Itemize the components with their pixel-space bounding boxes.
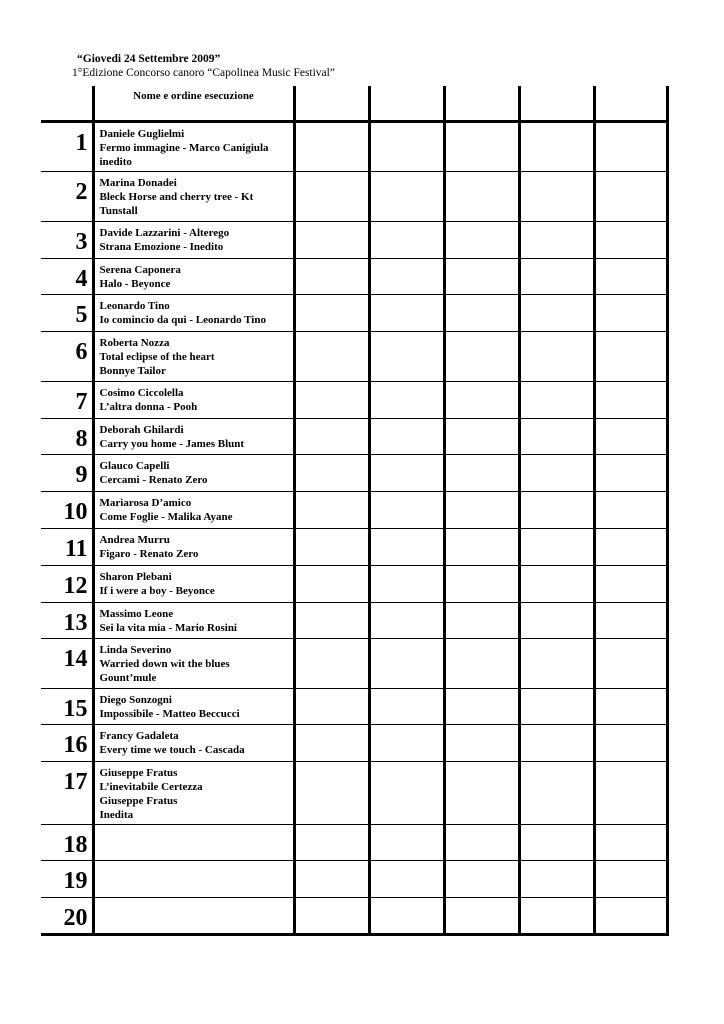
vote-cell[interactable] [519, 259, 594, 295]
vote-cell[interactable] [519, 172, 594, 222]
vote-cell[interactable] [294, 825, 369, 861]
table-row [41, 529, 667, 566]
vote-cell[interactable] [444, 259, 519, 295]
vote-cell[interactable] [369, 419, 444, 455]
vote-cell[interactable] [369, 689, 444, 725]
performer-line: Giuseppe Fratus [99, 767, 178, 779]
header-vote-cell [294, 86, 369, 122]
table-row [41, 762, 667, 825]
table-row [41, 455, 667, 492]
vote-cell[interactable] [444, 382, 519, 419]
column-header-name: Nome e ordine esecuzione [133, 90, 254, 102]
vote-cell[interactable] [444, 861, 519, 898]
vote-cell[interactable] [594, 898, 667, 935]
vote-cell[interactable] [444, 295, 519, 332]
row-number: 20 [41, 898, 93, 935]
performer-cell [93, 639, 294, 689]
vote-cell[interactable] [369, 122, 444, 172]
row-number: 8 [41, 419, 93, 455]
performer-line: Linda Severino [99, 644, 172, 656]
vote-cell[interactable] [444, 725, 519, 762]
vote-cell[interactable] [294, 122, 369, 172]
performer-cell [93, 419, 294, 455]
performer-line: Inedita [99, 809, 134, 821]
vote-cell[interactable] [594, 382, 667, 419]
performer-cell [93, 603, 294, 639]
performer-line: Bonnye Tailor [99, 365, 166, 377]
performer-line: Come Foglie - Malika Ayane [99, 511, 233, 523]
vote-cell[interactable] [519, 639, 594, 689]
performer-line: Deborah Ghilardi [99, 424, 184, 436]
performer-cell [93, 725, 294, 762]
vote-cell[interactable] [594, 259, 667, 295]
performer-line: Strana Emozione - Inedito [99, 241, 224, 253]
vote-cell[interactable] [369, 172, 444, 222]
vote-cell[interactable] [594, 825, 667, 861]
vote-cell[interactable] [369, 566, 444, 603]
vote-cell[interactable] [369, 825, 444, 861]
table-row [41, 825, 667, 861]
vote-cell[interactable] [519, 382, 594, 419]
vote-cell[interactable] [594, 566, 667, 603]
performer-cell [93, 295, 294, 332]
vote-cell[interactable] [519, 122, 594, 172]
vote-cell[interactable] [594, 122, 667, 172]
vote-cell[interactable] [594, 172, 667, 222]
vote-cell[interactable] [369, 603, 444, 639]
vote-cell[interactable] [369, 259, 444, 295]
performer-cell [93, 259, 294, 295]
vote-cell[interactable] [519, 492, 594, 529]
vote-cell[interactable] [369, 898, 444, 935]
performer-line: Sharon Plebani [99, 571, 172, 583]
performer-line: Io comincio da qui - Leonardo Tino [99, 314, 266, 326]
vote-cell[interactable] [519, 725, 594, 762]
performer-line: Diego Sonzogni [99, 694, 172, 706]
vote-cell[interactable] [444, 172, 519, 222]
performer-cell [93, 898, 294, 935]
performer-cell [93, 492, 294, 529]
vote-cell[interactable] [519, 861, 594, 898]
performer-line: Halo - Beyonce [99, 278, 171, 290]
vote-cell[interactable] [519, 566, 594, 603]
performer-line: Carry you home - James Blunt [99, 438, 245, 450]
performer-line: Francy Gadaleta [99, 730, 179, 742]
row-number: 11 [41, 529, 93, 566]
performer-line: Total eclipse of the heart [99, 351, 215, 363]
performer-line: Sei la vita mia - Mario Rosini [99, 622, 237, 634]
table-header-row [41, 86, 667, 122]
vote-cell[interactable] [519, 603, 594, 639]
performer-line: Bleck Horse and cherry tree - Kt [99, 191, 254, 203]
vote-cell[interactable] [519, 419, 594, 455]
vote-cell[interactable] [369, 332, 444, 382]
table-row [41, 898, 667, 935]
vote-cell[interactable] [444, 762, 519, 825]
performer-line: Giuseppe Fratus [99, 795, 178, 807]
vote-cell[interactable] [444, 825, 519, 861]
row-number: 19 [41, 861, 93, 898]
vote-cell[interactable] [594, 725, 667, 762]
performer-line: Warried down wit the blues [99, 658, 230, 670]
vote-cell[interactable] [594, 689, 667, 725]
vote-cell[interactable] [294, 222, 369, 259]
vote-cell[interactable] [294, 419, 369, 455]
vote-cell[interactable] [594, 639, 667, 689]
vote-cell[interactable] [294, 295, 369, 332]
vote-cell[interactable] [444, 566, 519, 603]
table-row [41, 639, 667, 689]
vote-cell[interactable] [294, 566, 369, 603]
vote-cell[interactable] [519, 295, 594, 332]
vote-cell[interactable] [594, 295, 667, 332]
vote-cell[interactable] [294, 382, 369, 419]
vote-cell[interactable] [519, 332, 594, 382]
header-number-cell [41, 86, 93, 122]
performer-cell [93, 172, 294, 222]
vote-cell[interactable] [294, 725, 369, 762]
performer-cell [93, 382, 294, 419]
row-number: 14 [41, 639, 93, 689]
vote-cell[interactable] [294, 689, 369, 725]
performer-line: Fermo immagine - Marco Canigiula [99, 142, 269, 154]
vote-cell[interactable] [369, 295, 444, 332]
vote-cell[interactable] [294, 172, 369, 222]
performer-cell [93, 689, 294, 725]
performer-cell [93, 222, 294, 259]
vote-cell[interactable] [369, 762, 444, 825]
vote-cell[interactable] [594, 603, 667, 639]
vote-cell[interactable] [594, 861, 667, 898]
row-number: 6 [41, 332, 93, 382]
performer-line: Massimo Leone [99, 608, 174, 620]
row-number: 3 [41, 222, 93, 259]
performer-line: Marina Donadei [99, 177, 177, 189]
document-subtitle: 1°Edizione Concorso canoro “Capolinea Music Festival” [72, 67, 335, 79]
header-vote-cell [519, 86, 594, 122]
header-name-cell [93, 86, 294, 122]
row-number: 17 [41, 762, 93, 825]
table-row [41, 382, 667, 419]
vote-cell[interactable] [369, 222, 444, 259]
vote-cell[interactable] [294, 762, 369, 825]
performer-line: Daniele Guglielmi [99, 128, 185, 140]
vote-cell[interactable] [369, 492, 444, 529]
row-number: 13 [41, 603, 93, 639]
vote-cell[interactable] [444, 639, 519, 689]
performer-line: If i were a boy - Beyonce [99, 585, 215, 597]
vote-cell[interactable] [444, 492, 519, 529]
table-row [41, 259, 667, 295]
row-number: 12 [41, 566, 93, 603]
performer-line: Leonardo Tino [99, 300, 170, 312]
table-row [41, 295, 667, 332]
performer-line: Figaro - Renato Zero [99, 548, 199, 560]
vote-cell[interactable] [369, 382, 444, 419]
document-date: “Giovedi 24 Settembre 2009” [77, 53, 221, 65]
performance-order-table [41, 86, 669, 936]
row-number: 7 [41, 382, 93, 419]
vote-cell[interactable] [294, 639, 369, 689]
vote-cell[interactable] [369, 529, 444, 566]
performer-cell [93, 332, 294, 382]
performer-line: Roberta Nozza [99, 337, 170, 349]
vote-cell[interactable] [294, 861, 369, 898]
vote-cell[interactable] [444, 455, 519, 492]
header-vote-cell [369, 86, 444, 122]
vote-cell[interactable] [519, 455, 594, 492]
vote-cell[interactable] [594, 222, 667, 259]
table-row [41, 689, 667, 725]
vote-cell[interactable] [369, 725, 444, 762]
vote-cell[interactable] [369, 639, 444, 689]
vote-cell[interactable] [519, 825, 594, 861]
vote-cell[interactable] [519, 222, 594, 259]
performer-cell [93, 825, 294, 861]
vote-cell[interactable] [294, 455, 369, 492]
vote-cell[interactable] [594, 762, 667, 825]
vote-cell[interactable] [444, 603, 519, 639]
table-row [41, 725, 667, 762]
vote-cell[interactable] [294, 492, 369, 529]
vote-cell[interactable] [519, 898, 594, 935]
vote-cell[interactable] [594, 529, 667, 566]
table-row [41, 419, 667, 455]
table-row [41, 332, 667, 382]
table-row [41, 861, 667, 898]
vote-cell[interactable] [444, 689, 519, 725]
performer-line: Impossibile - Matteo Beccucci [99, 708, 240, 720]
row-number: 5 [41, 295, 93, 332]
row-number: 4 [41, 259, 93, 295]
table-row [41, 603, 667, 639]
table-row [41, 222, 667, 259]
performer-line: inedito [99, 156, 132, 168]
table-row [41, 492, 667, 529]
vote-cell[interactable] [294, 603, 369, 639]
performer-line: Glauco Capelli [99, 460, 170, 472]
performer-line: Cosimo Ciccolella [99, 387, 184, 399]
vote-cell[interactable] [369, 455, 444, 492]
vote-cell[interactable] [294, 898, 369, 935]
performer-cell [93, 762, 294, 825]
vote-cell[interactable] [444, 898, 519, 935]
performer-line: Andrea Murru [99, 534, 170, 546]
performer-line: Davide Lazzarini - Alterego [99, 227, 230, 239]
performer-line: L’inevitabile Certezza [99, 781, 203, 793]
performer-line: Mariarosa D’amico [99, 497, 192, 509]
performer-cell [93, 122, 294, 172]
vote-cell[interactable] [444, 529, 519, 566]
performer-cell [93, 529, 294, 566]
performer-cell [93, 566, 294, 603]
vote-cell[interactable] [294, 332, 369, 382]
row-number: 16 [41, 725, 93, 762]
table-row [41, 122, 667, 172]
row-number: 9 [41, 455, 93, 492]
vote-cell[interactable] [594, 492, 667, 529]
performer-cell [93, 455, 294, 492]
performer-cell [93, 861, 294, 898]
header-vote-cell [594, 86, 667, 122]
row-number: 2 [41, 172, 93, 222]
vote-cell[interactable] [294, 529, 369, 566]
table-row [41, 566, 667, 603]
performer-line: Tunstall [99, 205, 138, 217]
performer-line: L’altra donna - Pooh [99, 401, 198, 413]
vote-cell[interactable] [444, 222, 519, 259]
performer-line: Serena Caponera [99, 264, 181, 276]
vote-cell[interactable] [369, 861, 444, 898]
performer-line: Cercami - Renato Zero [99, 474, 208, 486]
vote-cell[interactable] [444, 332, 519, 382]
vote-cell[interactable] [594, 332, 667, 382]
vote-cell[interactable] [444, 419, 519, 455]
vote-cell[interactable] [294, 259, 369, 295]
table-row [41, 172, 667, 222]
vote-cell[interactable] [594, 455, 667, 492]
header-vote-cell [444, 86, 519, 122]
vote-cell[interactable] [444, 122, 519, 172]
row-number: 1 [41, 122, 93, 172]
performer-line: Every time we touch - Cascada [99, 744, 245, 756]
vote-cell[interactable] [519, 689, 594, 725]
row-number: 15 [41, 689, 93, 725]
vote-cell[interactable] [594, 419, 667, 455]
performer-line: Gount’mule [99, 672, 157, 684]
vote-cell[interactable] [519, 762, 594, 825]
row-number: 18 [41, 825, 93, 861]
row-number: 10 [41, 492, 93, 529]
vote-cell[interactable] [519, 529, 594, 566]
